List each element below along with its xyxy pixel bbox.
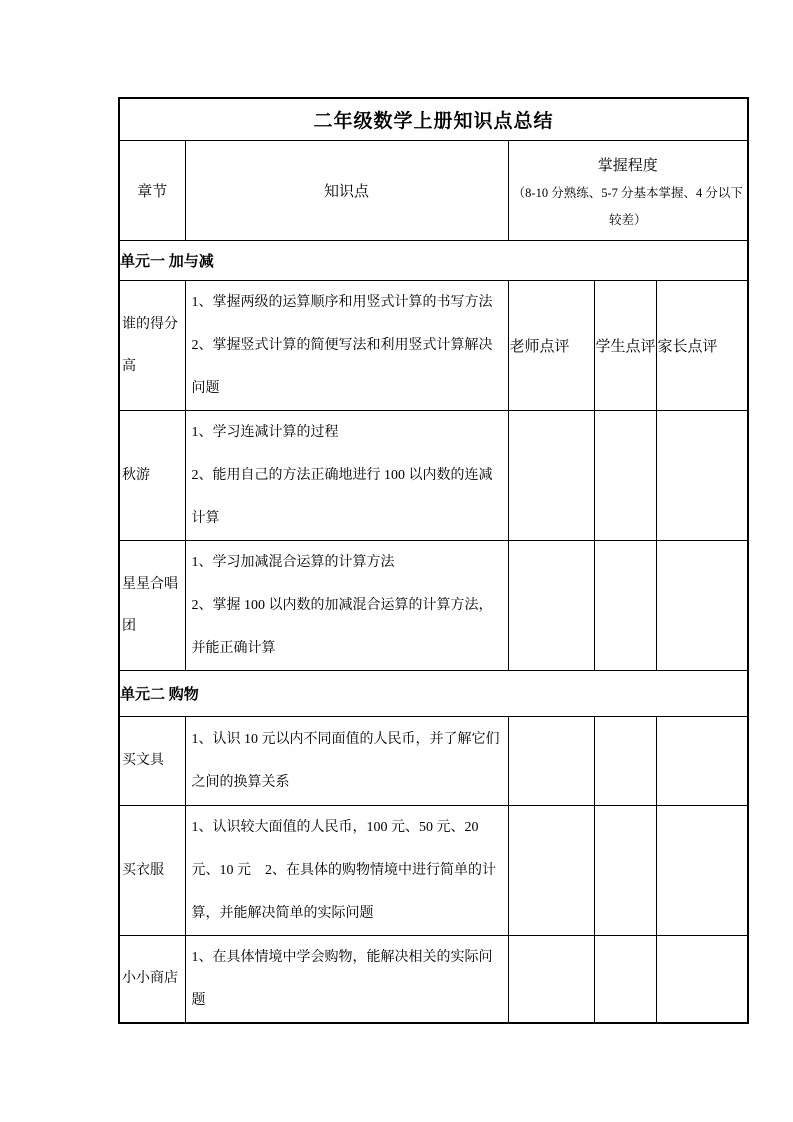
knowledge-point-item: 1、学习加减混合运算的计算方法: [191, 555, 395, 570]
knowledge-point-cell: [185, 806, 508, 936]
header-mastery: [508, 141, 748, 241]
chapter-cell: 小小商店: [119, 936, 185, 1024]
knowledge-point-item: 1、认识较大面值的人民币，100 元、50 元、20 元、10 元 2、在具体的购物情境中进行简单的计算，并能解决简单的实际问题: [191, 820, 496, 921]
parent-comment-cell: [656, 541, 748, 671]
knowledge-point-cell: [185, 936, 508, 1024]
student-comment-cell: [594, 411, 656, 541]
student-comment-cell: [594, 936, 656, 1024]
teacher-comment-cell: [508, 936, 594, 1024]
knowledge-point-item: 2、能用自己的方法正确地进行 100 以内数的连减计算: [191, 468, 493, 526]
knowledge-point-cell: [185, 281, 508, 411]
student-comment-cell: 学生点评: [594, 281, 656, 411]
chapter-cell: 谁的得分高: [119, 281, 185, 411]
parent-comment-cell: 家长点评: [656, 281, 748, 411]
section-label-unit1: 单元一 加与减: [119, 241, 748, 281]
chapter-cell: 星星合唱团: [119, 541, 185, 671]
section-row-unit2: [119, 671, 748, 717]
parent-comment-cell: [656, 806, 748, 936]
chapter-cell: 秋游: [119, 411, 185, 541]
knowledge-point-item: 2、掌握竖式计算的简便写法和利用竖式计算解决问题: [191, 338, 493, 396]
knowledge-point-item: 1、在具体情境中学会购物，能解决相关的实际问题: [191, 950, 493, 1008]
section-row-unit1: [119, 241, 748, 281]
table-row: [119, 936, 748, 1024]
mastery-title: 掌握程度: [597, 158, 658, 174]
student-comment-cell: [594, 541, 656, 671]
section-label-unit2: 单元二 购物: [119, 671, 748, 717]
knowledge-point-cell: [185, 717, 508, 806]
teacher-comment-cell: [508, 717, 594, 806]
mastery-note: （8-10 分熟练、5-7 分基本掌握、4 分以下较差）: [512, 186, 743, 227]
teacher-comment-cell: [508, 411, 594, 541]
table-row: [119, 806, 748, 936]
chapter-cell: 买文具: [119, 717, 185, 806]
knowledge-point-item: 1、学习连减计算的过程: [191, 425, 339, 440]
table-title-row: [119, 98, 748, 141]
table-row: [119, 717, 748, 806]
knowledge-point-item: 1、认识 10 元以内不同面值的人民币，并了解它们之间的换算关系: [191, 732, 500, 790]
knowledge-summary-table: [118, 97, 749, 1024]
knowledge-point-cell: [185, 411, 508, 541]
parent-comment-cell: [656, 717, 748, 806]
student-comment-cell: [594, 717, 656, 806]
table-header-row: [119, 141, 748, 241]
knowledge-point-cell: [185, 541, 508, 671]
chapter-cell: 买衣服: [119, 806, 185, 936]
parent-comment-cell: [656, 936, 748, 1024]
table-row: [119, 281, 748, 411]
header-chapter: 章节: [119, 141, 185, 241]
table-title: 二年级数学上册知识点总结: [119, 98, 748, 141]
parent-comment-cell: [656, 411, 748, 541]
teacher-comment-cell: [508, 806, 594, 936]
teacher-comment-cell: [508, 541, 594, 671]
knowledge-point-item: 1、掌握两级的运算顺序和用竖式计算的书写方法: [191, 295, 493, 310]
teacher-comment-cell: 老师点评: [508, 281, 594, 411]
table-row: [119, 541, 748, 671]
header-knowledge-point: 知识点: [185, 141, 508, 241]
knowledge-point-item: 2、掌握 100 以内数的加减混合运算的计算方法，并能正确计算: [191, 598, 493, 656]
student-comment-cell: [594, 806, 656, 936]
table-row: [119, 411, 748, 541]
